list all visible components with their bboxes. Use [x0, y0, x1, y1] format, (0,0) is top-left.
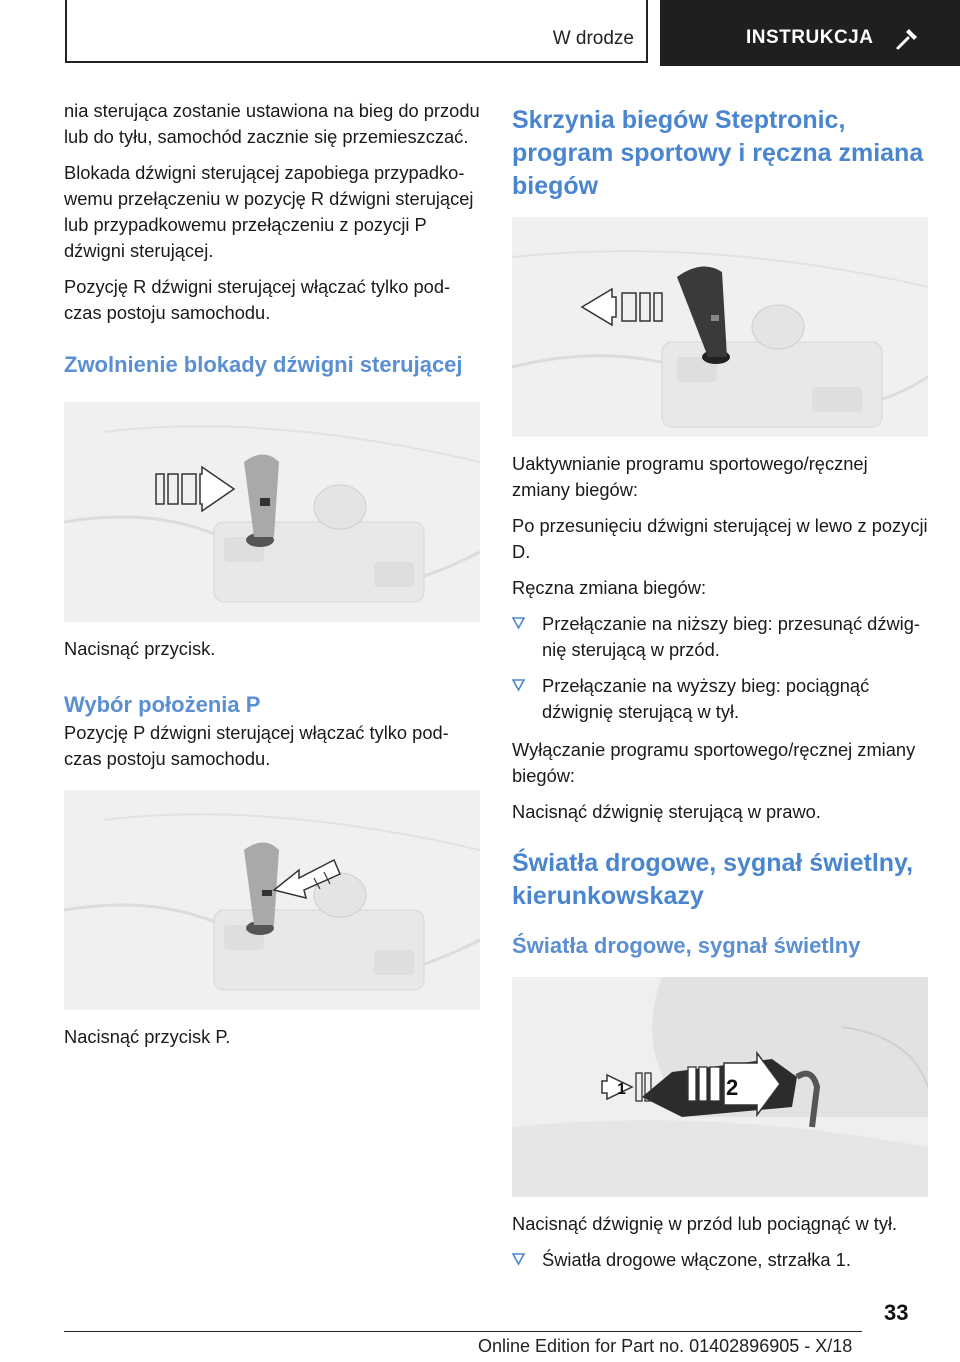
list-item: Przełączanie na niższy bieg: przesunąć dźwignię sterującą w przód.: [512, 611, 928, 663]
page-number: 33: [884, 1300, 909, 1325]
chapter-heading: Skrzynia biegów Steptronic, program sportowy i ręczna zmiana biegów: [512, 106, 924, 200]
section-title-box: [65, 0, 648, 63]
manual-tab[interactable]: [660, 0, 960, 66]
paragraph: Pozycję R dźwigni sterującej włączać tylko podczas postoju samochodu.: [64, 276, 451, 323]
gear-lever-left-illustration: [512, 217, 928, 437]
arrow-label-1: 1: [617, 1081, 626, 1098]
triangle-bullet-icon: [512, 679, 525, 692]
right-column: [512, 104, 928, 1285]
section-heading: Wybór położenia P: [64, 692, 261, 717]
wrench-icon: [894, 26, 920, 52]
edition-text: Online Edition for Part no. 01402896905 - X/18: [478, 1336, 853, 1356]
paragraph: nia sterująca zostanie ustawiona na bieg do przodu lub do tyłu, samochód zacznie się przemieszczać.: [64, 100, 480, 147]
figure-caption: Nacisnąć przycisk.: [64, 638, 216, 659]
paragraph: Po przesunięciu dźwigni sterującej w lewo z pozycji D.: [512, 515, 928, 562]
paragraph: Wyłączanie programu sportowego/ręcznej zmiany biegów:: [512, 739, 916, 786]
triangle-bullet-icon: [512, 617, 525, 630]
left-column: [64, 98, 480, 1060]
gear-lever-button-illustration: [64, 402, 480, 622]
triangle-bullet-icon: [512, 1253, 525, 1266]
paragraph: Nacisnąć dźwignię w przód lub pociągnąć w tył.: [512, 1213, 898, 1234]
gear-lever-p-button-illustration: [64, 790, 480, 1010]
bullet-list: [512, 1247, 928, 1273]
paragraph: Ręczna zmiana biegów:: [512, 577, 707, 598]
footer-divider: [64, 1331, 862, 1332]
list-item: Przełączanie na wyższy bieg: pociągnąć dźwignię sterującą w tył.: [512, 673, 928, 725]
paragraph: Uaktywnianie programu sportowego/ręcznej zmiany biegów:: [512, 453, 868, 500]
list-item: Światła drogowe włączone, strzałka 1.: [512, 1247, 928, 1273]
chapter-heading: Światła drogowe, sygnał świetlny, kierunkowskazy: [512, 849, 914, 910]
page-header: [0, 0, 960, 66]
section-heading: Światła drogowe, sygnał świetlny: [512, 933, 861, 958]
figure-caption: Nacisnąć przycisk P.: [64, 1026, 231, 1047]
arrow-label-2: 2: [726, 1075, 739, 1100]
bullet-list: [512, 611, 928, 725]
paragraph: Blokada dźwigni sterującej zapobiega przypadkowemu przełączeniu w pozycję R dźwigni sterującej lub przypadkowemu przełączeniu z pozycji P dźwigni sterującej.: [64, 162, 474, 261]
manual-tab-label: INSTRUKCJA: [746, 27, 874, 48]
paragraph: Nacisnąć dźwignię sterującą w prawo.: [512, 801, 821, 822]
paragraph: Pozycję P dźwigni sterującej włączać tylko podczas postoju samochodu.: [64, 722, 449, 769]
headlight-stalk-illustration: [512, 977, 928, 1197]
section-title: W drodze: [552, 28, 634, 49]
section-heading: Zwolnienie blokady dźwigni sterującej: [64, 352, 463, 377]
